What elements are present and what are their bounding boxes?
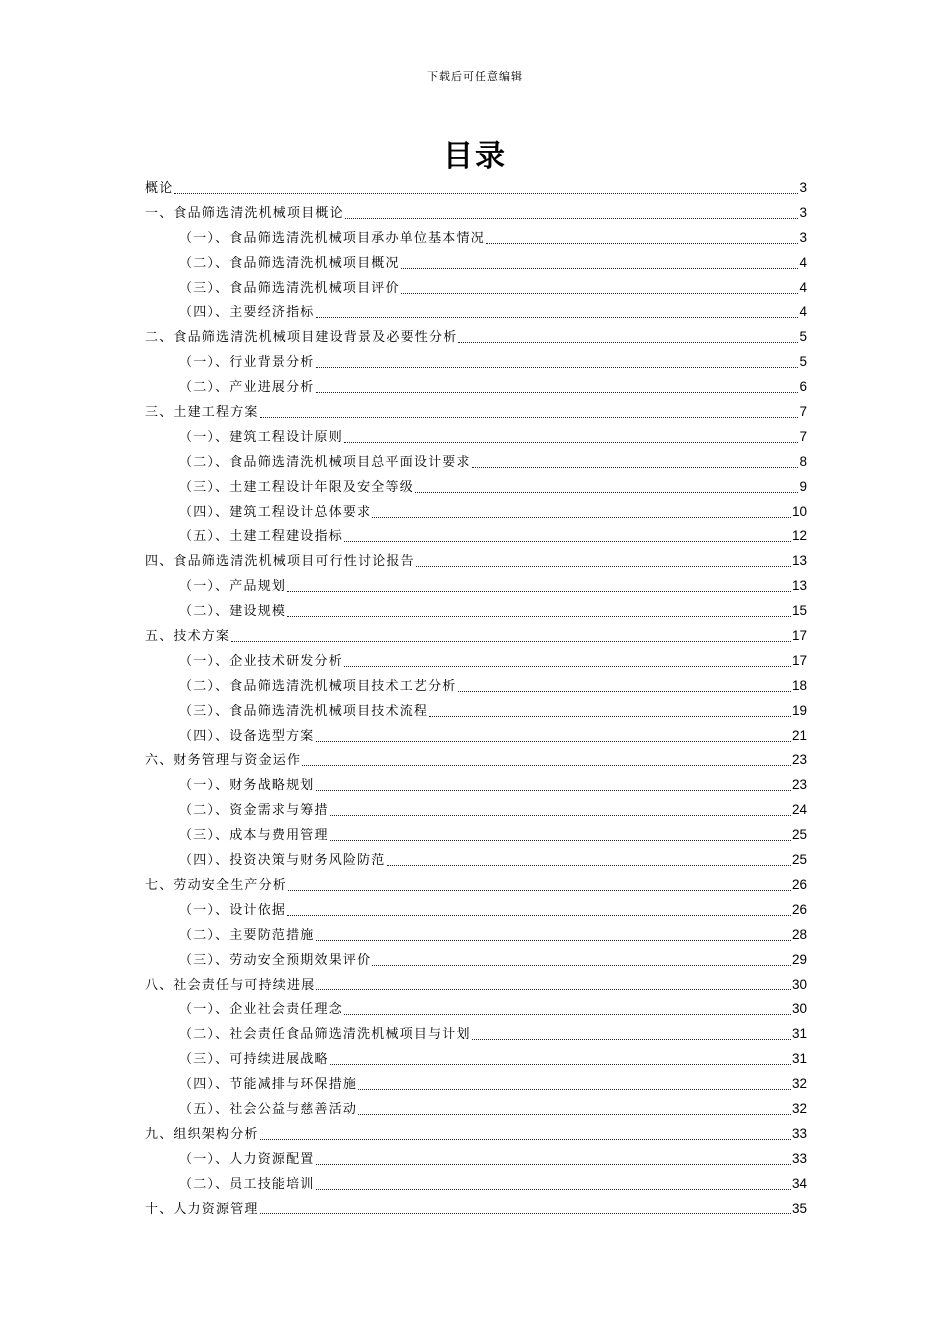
toc-entry-page-number: 3 [799,229,807,245]
toc-entry-page-number: 29 [791,951,807,967]
page-title: 目录 [443,139,507,174]
toc-entry-page-number: 5 [799,354,807,370]
toc-entry-label: 九、组织架构分析 [145,1126,259,1142]
toc-entry-page-number: 30 [791,1001,807,1017]
toc-entry-label: （二）、资金需求与筹措 [179,803,329,819]
toc-entry-label: 七、劳动安全生产分析 [145,877,288,893]
toc-entry[interactable] [145,973,807,998]
dot-leader [330,1056,791,1065]
toc-entry-page-number: 17 [791,628,807,644]
toc-entry[interactable] [145,425,807,450]
dot-leader [316,733,791,742]
toc-entry[interactable] [145,1097,807,1122]
toc-entry-page-number: 28 [791,926,807,942]
dot-leader [288,882,791,891]
toc-entry-label: 五、技术方案 [145,629,231,645]
toc-entry-page-number: 34 [791,1175,807,1191]
toc-entry-label: （一）、企业社会责任理念 [179,1002,343,1018]
toc-entry[interactable] [145,1022,807,1047]
toc-entry-label: （一）、人力资源配置 [179,1151,315,1167]
toc-entry-label: （二）、社会责任食品筛选清洗机械项目与计划 [179,1027,471,1043]
page-header: 下载后可任意编辑 [427,70,523,83]
dot-leader [344,434,799,443]
toc-entry[interactable] [145,1122,807,1147]
toc-entry-page-number: 19 [791,702,807,718]
dot-leader [231,633,791,642]
toc-entry-label: （四）、设备选型方案 [179,728,315,744]
toc-entry-page-number: 9 [799,478,807,494]
toc-entry-label: （二）、员工技能培训 [179,1176,315,1192]
toc-entry-label: （三）、食品筛选清洗机械项目评价 [179,280,400,296]
toc-entry-label: （一）、企业技术研发分析 [179,653,343,669]
dot-leader [401,260,799,269]
dot-leader [458,683,791,692]
dot-leader [316,782,791,791]
dot-leader [472,459,799,468]
toc-entry-page-number: 24 [791,802,807,818]
toc-entry[interactable] [145,475,807,500]
toc-entry[interactable] [145,375,807,400]
toc-entry[interactable] [145,724,807,749]
toc-entry-label: 八、社会责任与可持续进展 [145,977,316,993]
dot-leader [429,708,791,717]
dot-leader [401,285,799,294]
toc-entry-label: 四、食品筛选清洗机械项目可行性讨论报告 [145,554,415,570]
dot-leader [316,1181,791,1190]
dot-leader [260,1131,791,1140]
toc-entry[interactable] [145,500,807,525]
toc-entry-page-number: 5 [799,329,807,345]
toc-entry-page-number: 31 [791,1026,807,1042]
toc-entry[interactable] [145,848,807,873]
toc-entry[interactable] [145,748,807,773]
toc-entry-label: 三、土建工程方案 [145,405,259,421]
toc-entry[interactable] [145,574,807,599]
dot-leader [344,658,791,667]
dot-leader [316,932,791,941]
toc-entry-page-number: 13 [791,553,807,569]
toc-entry-page-number: 4 [799,279,807,295]
toc-entry-page-number: 4 [799,254,807,270]
toc-entry[interactable] [145,1147,807,1172]
toc-entry[interactable] [145,325,807,350]
toc-entry-page-number: 6 [799,379,807,395]
dot-leader [330,807,791,816]
toc-entry[interactable] [145,624,807,649]
toc-entry[interactable] [145,798,807,823]
dot-leader [174,185,798,194]
toc-entry-page-number: 8 [799,453,807,469]
toc-entry[interactable] [145,201,807,226]
toc-entry-page-number: 7 [799,428,807,444]
toc-entry-page-number: 31 [791,1051,807,1067]
toc-entry-label: （一）、建筑工程设计原则 [179,429,343,445]
toc-entry-label: （三）、食品筛选清洗机械项目技术流程 [179,703,429,719]
toc-entry-page-number: 32 [791,1076,807,1092]
toc-entry-label: （三）、劳动安全预期效果评价 [179,952,372,968]
toc-entry[interactable] [145,898,807,923]
toc-entry[interactable] [145,276,807,301]
toc-entry-label: （三）、土建工程设计年限及安全等级 [179,479,414,495]
toc-entry[interactable] [145,450,807,475]
dot-leader [358,1106,791,1115]
dot-leader [345,210,799,219]
toc-entry-page-number: 17 [791,652,807,668]
toc-entry[interactable] [145,923,807,948]
toc-entry-label: （一）、财务战略规划 [179,778,315,794]
toc-entry-page-number: 35 [791,1200,807,1216]
toc-entry-page-number: 25 [791,852,807,868]
toc-entry[interactable] [145,948,807,973]
toc-entry-page-number: 4 [799,304,807,320]
toc-entry[interactable] [145,1172,807,1197]
toc-entry-page-number: 23 [791,752,807,768]
toc-entry[interactable] [145,873,807,898]
toc-entry-page-number: 33 [791,1125,807,1141]
toc-entry-label: （四）、建筑工程设计总体要求 [179,504,372,520]
dot-leader [358,1081,791,1090]
dot-leader [316,359,799,368]
dot-leader [372,957,791,966]
toc-entry-page-number: 30 [791,976,807,992]
toc-entry[interactable] [145,823,807,848]
toc-entry-label: （四）、节能减排与环保措施 [179,1077,358,1093]
toc-entry[interactable] [145,1197,807,1222]
toc-entry-label: （三）、成本与费用管理 [179,828,329,844]
toc-entry-label: 一、食品筛选清洗机械项目概论 [145,205,344,221]
toc-entry[interactable] [145,674,807,699]
toc-entry[interactable] [145,524,807,549]
toc-entry-label: （四）、主要经济指标 [179,305,315,321]
toc-entry-page-number: 13 [791,578,807,594]
toc-entry-page-number: 7 [799,404,807,420]
toc-entry[interactable] [145,1072,807,1097]
toc-entry[interactable] [145,549,807,574]
toc-entry-label: 六、财务管理与资金运作 [145,753,302,769]
toc-entry-page-number: 21 [791,727,807,743]
toc-entry-label: （二）、主要防范措施 [179,927,315,943]
dot-leader [260,409,799,418]
toc-entry-page-number: 33 [791,1150,807,1166]
toc-entry-label: （二）、食品筛选清洗机械项目总平面设计要求 [179,454,471,470]
dot-leader [416,558,791,567]
dot-leader [486,235,799,244]
toc-entry-page-number: 3 [799,204,807,220]
toc-entry[interactable] [145,649,807,674]
toc-entry-page-number: 25 [791,827,807,843]
toc-entry-page-number: 15 [791,603,807,619]
toc-entry[interactable] [145,226,807,251]
toc-entry[interactable] [145,400,807,425]
dot-leader [316,1156,791,1165]
toc-entry-label: 十、人力资源管理 [145,1201,259,1217]
toc-entry-label: （四）、投资决策与财务风险防范 [179,853,386,869]
toc-entry[interactable] [145,300,807,325]
toc-entry-page-number: 26 [791,876,807,892]
dot-leader [330,832,791,841]
dot-leader [415,484,799,493]
dot-leader [344,1006,791,1015]
toc-entry-label: （一）、食品筛选清洗机械项目承办单位基本情况 [179,230,485,246]
toc-entry-label: （一）、设计依据 [179,902,287,918]
toc-entry-page-number: 18 [791,677,807,693]
dot-leader [316,309,799,318]
toc-entry-label: （五）、土建工程建设指标 [179,529,343,545]
toc-entry-page-number: 10 [791,503,807,519]
toc-entry-page-number: 23 [791,777,807,793]
toc-entry-page-number: 12 [791,528,807,544]
toc-entry[interactable] [145,699,807,724]
dot-leader [458,334,798,343]
toc-entry[interactable] [145,350,807,375]
toc-entry-label: （一）、行业背景分析 [179,355,315,371]
dot-leader [302,757,791,766]
dot-leader [387,857,791,866]
toc-entry-label: 二、食品筛选清洗机械项目建设背景及必要性分析 [145,330,458,346]
toc-entry-label: （二）、产业进展分析 [179,380,315,396]
toc-entry-page-number: 3 [799,180,807,195]
toc-entry-label: （一）、产品规划 [179,579,287,595]
toc-entry[interactable] [145,599,807,624]
toc-entry-label: （二）、食品筛选清洗机械项目概况 [179,255,400,271]
toc-entry-page-number: 26 [791,901,807,917]
dot-leader [316,384,799,393]
toc-entry[interactable] [145,251,807,276]
toc-entry-label: 概论 [145,181,174,196]
dot-leader [472,1031,791,1040]
dot-leader [287,583,791,592]
dot-leader [287,608,791,617]
dot-leader [316,981,791,990]
toc-entry-label: （三）、可持续进展战略 [179,1052,329,1068]
toc-entry[interactable] [145,176,807,201]
toc-entry-page-number: 32 [791,1100,807,1116]
toc-entry[interactable] [145,997,807,1022]
dot-leader [287,907,791,916]
toc-entry-label: （二）、建设规模 [179,604,287,620]
toc-entry[interactable] [145,1047,807,1072]
toc-entry[interactable] [145,773,807,798]
dot-leader [344,533,791,542]
dot-leader [260,1205,791,1214]
toc-entry-label: （五）、社会公益与慈善活动 [179,1101,358,1117]
dot-leader [372,509,791,518]
toc-entry-label: （二）、食品筛选清洗机械项目技术工艺分析 [179,678,457,694]
table-of-contents [145,176,807,1221]
